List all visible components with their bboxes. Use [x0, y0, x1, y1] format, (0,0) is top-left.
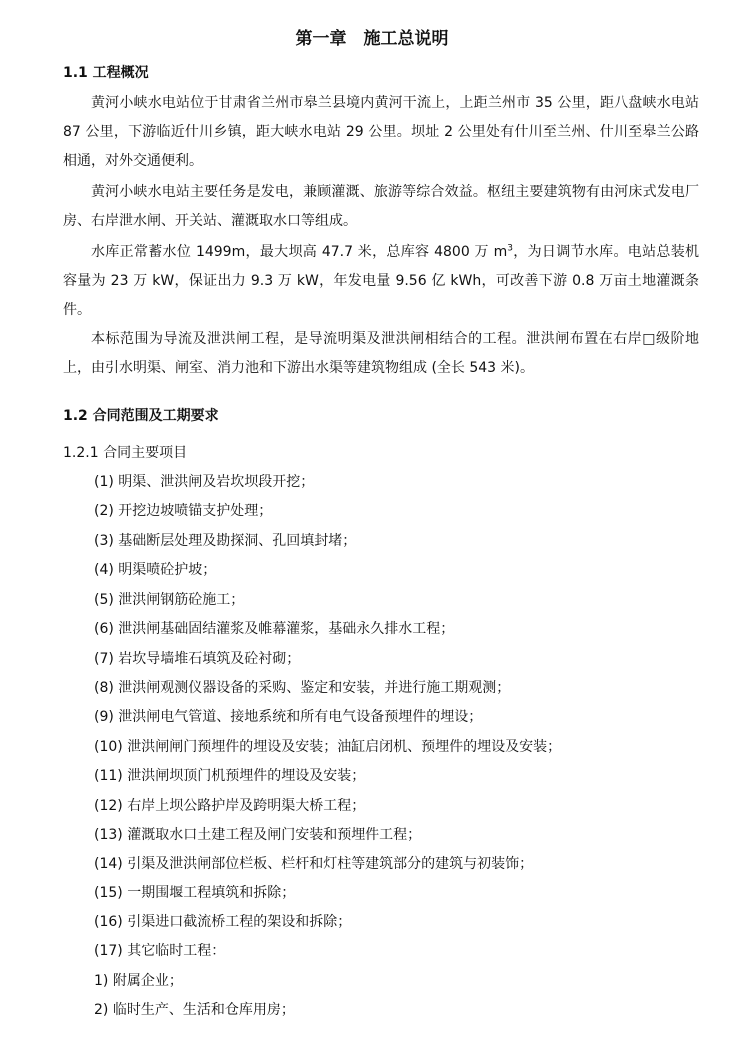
subsection-heading-1-2-1: 1.2.1 合同主要项目 — [63, 445, 188, 461]
list-item: 2) 临时生产、生活和仓库用房； — [94, 1002, 295, 1018]
list-item: (12) 右岸上坝公路护岸及跨明渠大桥工程； — [94, 798, 366, 814]
paragraph-reservoir — [63, 238, 699, 325]
list-item: (9) 泄洪闸电气管道、接地系统和所有电气设备预埋件的埋设； — [94, 709, 483, 725]
list-item: (15) 一期围堰工程填筑和拆除； — [94, 885, 296, 901]
chapter-title: 第一章 施工总说明 — [295, 29, 449, 49]
list-item: (16) 引渠进口截流桥工程的架设和拆除； — [94, 914, 352, 930]
reservoir-text-b: ，为日调节水库。电站总装机容量为 23 万 kW，保证出力 9.3 万 kW，年发电量 9.56 亿 kWh，可改善下游 0.8 万亩土地灌溉条件。 — [63, 244, 700, 318]
list-item: (8) 泄洪闸观测仪器设备的采购、鉴定和安装，并进行施工期观测； — [94, 680, 511, 696]
superscript-3: 3 — [507, 243, 513, 254]
paragraph-tasks: 黄河小峡水电站主要任务是发电，兼顾灌溉、旅游等综合效益。枢纽主要建筑物有由河床式发电厂房、右岸泄水闸、开关站、灌溉取水口等组成。 — [63, 184, 699, 229]
list-item: (3) 基础断层处理及勘探洞、孔回填封堵； — [94, 533, 357, 549]
list-item: (2) 开挖边坡喷锚支护处理； — [94, 503, 273, 519]
list-item: (1) 明渠、泄洪闸及岩坎坝段开挖； — [94, 474, 315, 490]
list-item: (10) 泄洪闸闸门预埋件的埋设及安装；油缸启闭机、预埋件的埋设及安装； — [94, 739, 562, 755]
list-item: (13) 灌溉取水口土建工程及闸门安装和预埋件工程； — [94, 827, 422, 843]
paragraph-location: 黄河小峡水电站位于甘肃省兰州市皋兰县境内黄河干流上，上距兰州市 35 公里，距八盘峡水电站 87 公里，下游临近什川乡镇，距大峡水电站 29 公里。坝址 2 公里处有什川至兰州、什川至皋兰公路相通，对外交通便利。 — [63, 95, 699, 169]
section-heading-1-2: 1.2 合同范围及工期要求 — [63, 408, 219, 424]
list-item: (4) 明渠喷砼护坡； — [94, 562, 217, 578]
list-item: (14) 引渠及泄洪闸部位栏板、栏杆和灯柱等建筑部分的建筑与初装饰； — [94, 856, 534, 872]
list-item: (6) 泄洪闸基础固结灌浆及帷幕灌浆，基础永久排水工程； — [94, 621, 455, 637]
section-heading-1-1: 1.1 工程概况 — [63, 65, 149, 81]
paragraph-scope: 本标范围为导流及泄洪闸工程，是导流明渠及泄洪闸相结合的工程。泄洪闸布置在右岸□级阶地上，由引水明渠、闸室、消力池和下游出水渠等建筑物组成 (全长 543 米)。 — [63, 331, 699, 376]
list-item: (7) 岩坎导墙堆石填筑及砼衬砌； — [94, 651, 301, 667]
list-item: 1) 附属企业； — [94, 973, 183, 989]
list-item: (5) 泄洪闸钢筋砼施工； — [94, 592, 245, 608]
list-item: (11) 泄洪闸坝顶门机预埋件的埋设及安装； — [94, 768, 366, 784]
reservoir-text-a: 水库正常蓄水位 1499m，最大坝高 47.7 米，总库容 4800 万 m — [91, 244, 508, 260]
list-item: (17) 其它临时工程： — [94, 943, 226, 959]
